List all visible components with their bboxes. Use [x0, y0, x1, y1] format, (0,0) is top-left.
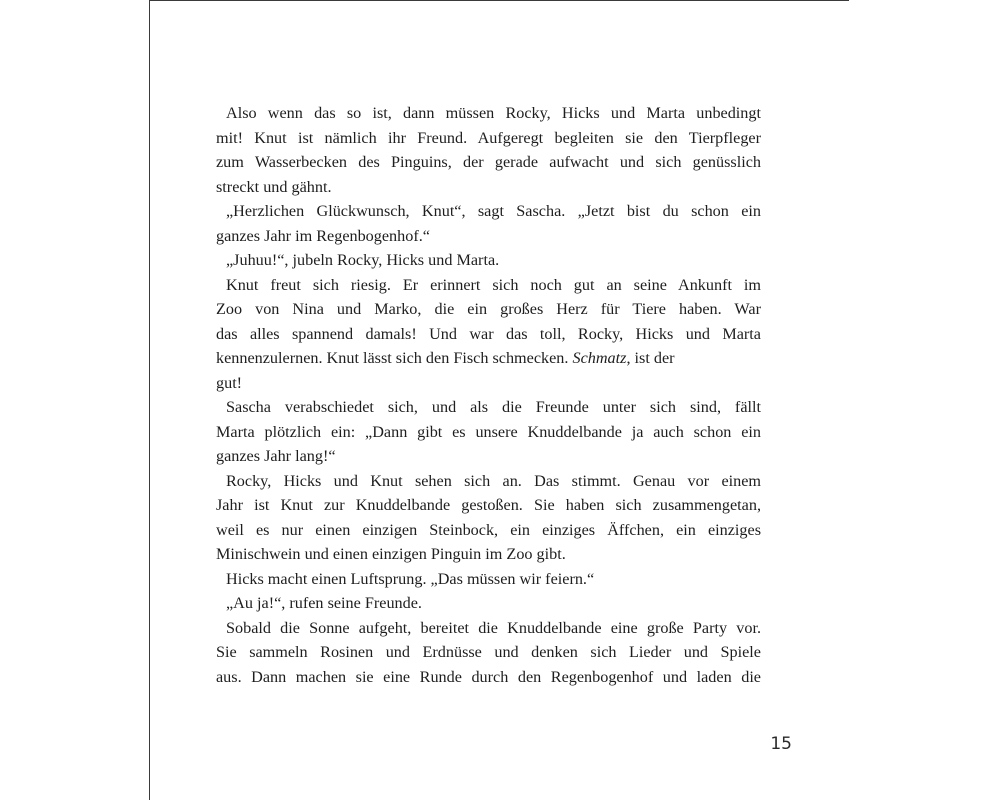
text-segment: , ist der: [626, 349, 675, 367]
text-line: Marta plötzlich ein: „Dann gibt es unsere Knuddelbande ja auch schon ein: [216, 422, 761, 441]
text-line: [216, 346, 761, 371]
text-line: Jahr ist Knut zur Knuddelbande gestoßen. Sie haben sich zusammengetan,: [216, 496, 761, 514]
text-line: Also wenn das so ist, dann müssen Rocky, Hicks und Marta unbedingt: [226, 104, 761, 122]
text-line: zum Wasserbecken des Pinguins, der gerade aufwacht und sich genüsslich: [216, 153, 761, 171]
text-line: „Au ja!“, rufen seine Freunde.: [226, 594, 422, 612]
text-line: das alles spannend damals! Und war das toll, Rocky, Hicks und Marta: [216, 324, 761, 343]
text-line: Sie sammeln Rosinen und Erdnüsse und denken sich Lieder und Spiele: [216, 643, 761, 661]
text-line: Hicks macht einen Luftsprung. „Das müssen wir feiern.“: [226, 569, 595, 588]
text-line: Sascha verabschiedet sich, und als die Freunde unter sich sind, fällt: [226, 398, 761, 416]
text-line: Knut freut sich riesig. Er erinnert sich noch gut an seine Ankunft im: [226, 275, 761, 294]
text-line: „Juhuu!“, jubeln Rocky, Hicks und Marta.: [226, 251, 500, 269]
text-line: Zoo von Nina und Marko, die ein großes Herz für Tiere haben. War: [216, 300, 761, 318]
page-number: 15: [770, 734, 792, 754]
text-line: Sobald die Sonne aufgeht, bereitet die Knuddelbande eine große Party vor.: [226, 618, 761, 637]
text-line: Rocky, Hicks und Knut sehen sich an. Das stimmt. Genau vor einem: [226, 471, 761, 490]
body-text: [216, 101, 761, 689]
text-line: streckt und gähnt.: [216, 177, 332, 196]
page-border-top: [149, 0, 849, 1]
text-line: ganzes Jahr lang!“: [216, 447, 336, 465]
text-line: ganzes Jahr im Regenbogenhof.“: [216, 226, 430, 245]
page-border-left: [149, 0, 150, 800]
text-line: mit! Knut ist nämlich ihr Freund. Aufgeregt begleiten sie den Tierpfleger: [216, 128, 761, 147]
text-line: gut!: [216, 373, 243, 392]
text-segment: kennenzulernen. Knut lässt sich den Fisch schmecken.: [216, 349, 573, 367]
emphasis-text: Schmatz: [572, 349, 627, 367]
text-line: weil es nur einen einzigen Steinbock, ein einziges Äffchen, ein einziges: [216, 520, 761, 539]
text-line: aus. Dann machen sie eine Runde durch den Regenbogenhof und laden die: [216, 667, 761, 686]
text-line: „Herzlichen Glückwunsch, Knut“, sagt Sascha. „Jetzt bist du schon ein: [226, 202, 761, 220]
text-line: Minischwein und einen einzigen Pinguin im Zoo gibt.: [216, 545, 566, 563]
